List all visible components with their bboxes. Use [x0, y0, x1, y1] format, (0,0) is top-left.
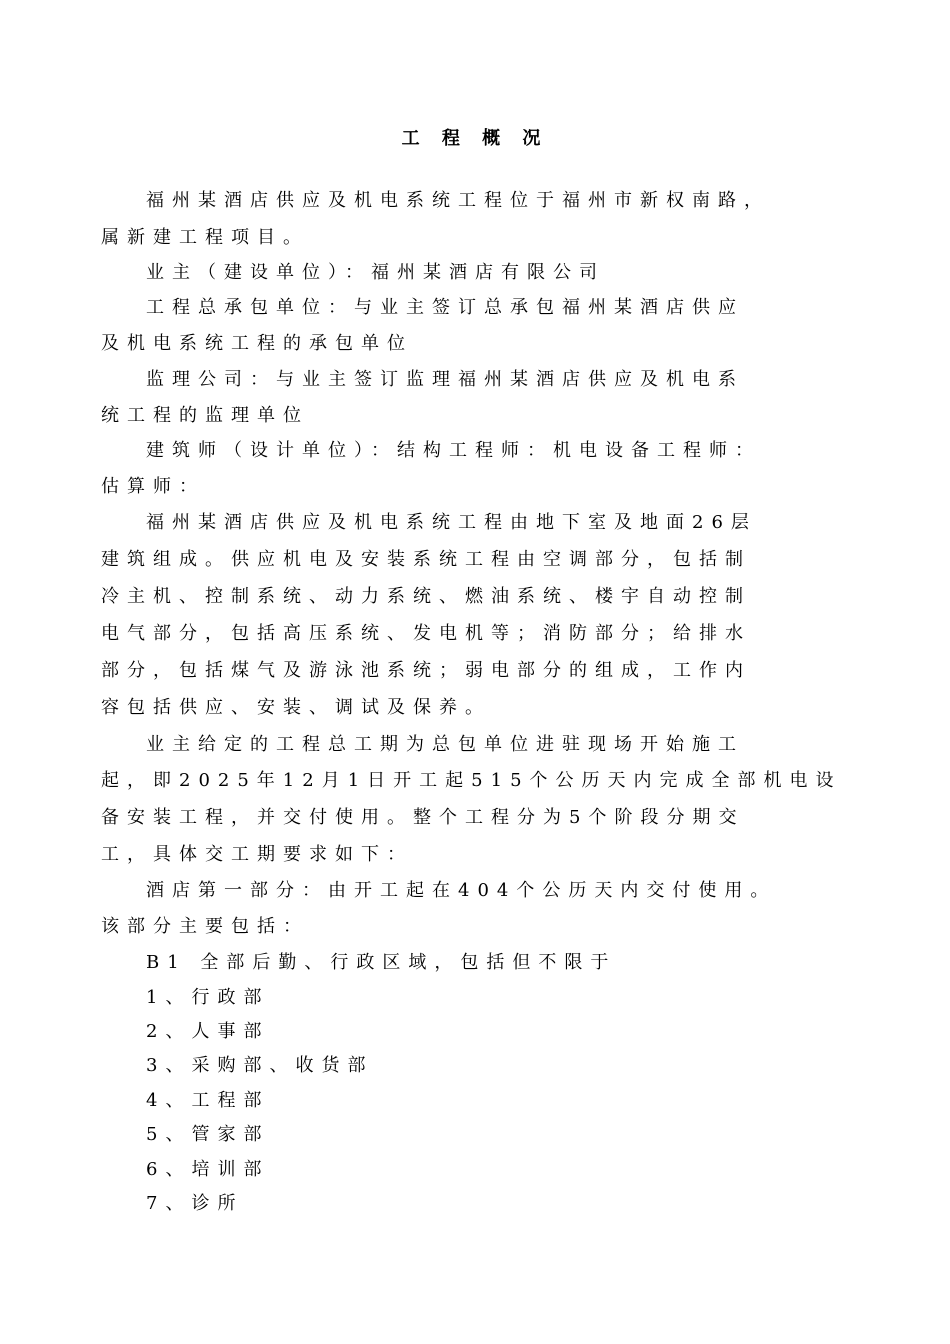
list-item: 1、行政部: [146, 987, 270, 1008]
paragraph-line: 部分，包括煤气及游泳池系统；弱电部分的组成，工作内: [101, 660, 751, 681]
paragraph-line: 业主（建设单位）：福州某酒店有限公司: [146, 262, 605, 283]
paragraph-line: 酒店第一部分：由开工起在404个公历天内交付使用。: [146, 880, 777, 901]
paragraph-line: 估算师：: [101, 476, 205, 497]
paragraph-line: 建筑组成。供应机电及安装系统工程由空调部分，包括制: [101, 549, 751, 570]
paragraph-line: 工，具体交工期要求如下：: [101, 844, 413, 865]
list-item: 3、采购部、收货部: [146, 1055, 374, 1076]
list-item: 5、管家部: [146, 1124, 270, 1145]
paragraph-line: 容包括供应、安装、调试及保养。: [101, 697, 491, 718]
paragraph-line: 福州某酒店供应及机电系统工程由地下室及地面26层: [146, 512, 757, 533]
list-item: 2、人事部: [146, 1021, 270, 1042]
list-item: 7、诊所: [146, 1193, 244, 1214]
list-item: 6、培训部: [146, 1159, 270, 1180]
paragraph-line: 及机电系统工程的承包单位: [101, 333, 413, 354]
paragraph-line: 建筑师（设计单位）：结构工程师：机电设备工程师：: [146, 440, 761, 461]
paragraph-line: 起，即2025年12月1日开工起515个公历天内完成全部机电设: [101, 770, 842, 791]
paragraph-line: 监理公司：与业主签订监理福州某酒店供应及机电系: [146, 369, 744, 390]
list-heading: B1 全部后勤、行政区域，包括但不限于: [146, 952, 617, 973]
paragraph-line: 工程总承包单位：与业主签订总承包福州某酒店供应: [146, 297, 744, 318]
paragraph-line: 属新建工程项目。: [101, 227, 309, 248]
list-item: 4、工程部: [146, 1090, 270, 1111]
paragraph-line: 电气部分，包括高压系统、发电机等；消防部分；给排水: [101, 623, 751, 644]
paragraph-line: 该部分主要包括：: [101, 916, 309, 937]
paragraph-line: 冷主机、控制系统、动力系统、燃油系统、楼宇自动控制: [101, 586, 751, 607]
page-title: 工 程 概 况: [401, 128, 549, 149]
paragraph-line: 备安装工程，并交付使用。整个工程分为5个阶段分期交: [101, 807, 745, 828]
paragraph-line: 统工程的监理单位: [101, 405, 309, 426]
paragraph-line: 业主给定的工程总工期为总包单位进驻现场开始施工: [146, 734, 744, 755]
paragraph-line: 福州某酒店供应及机电系统工程位于福州市新权南路，: [146, 190, 770, 211]
